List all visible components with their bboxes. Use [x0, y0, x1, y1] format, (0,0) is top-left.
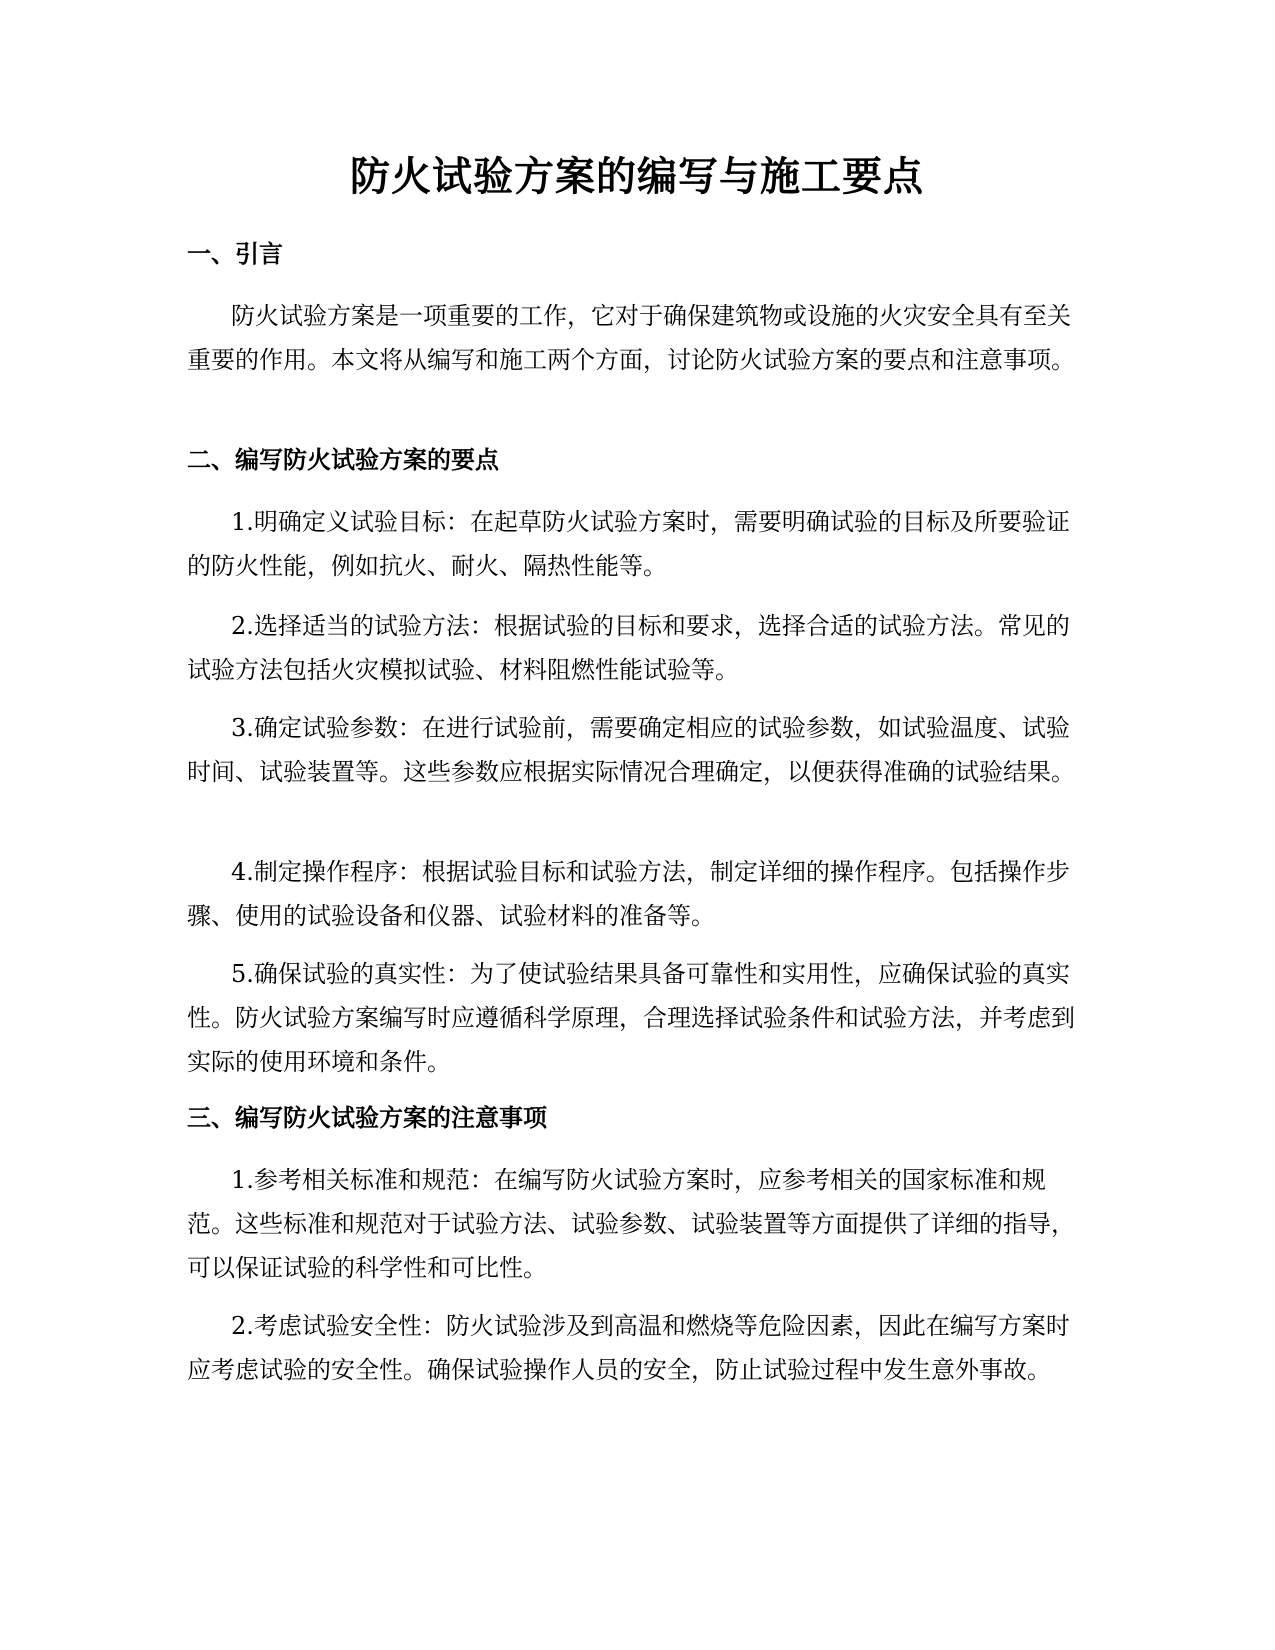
paragraph-point-5: 5.确保试验的真实性：为了使试验结果具备可靠性和实用性，应确保试验的真实性。防火试验方案编写时应遵循科学原理，合理选择试验条件和试验方法，并考虑到实际的使用环境和条件。	[187, 960, 1075, 1076]
section-heading-writing-points: 二、编写防火试验方案的要点	[187, 446, 499, 474]
section-heading-introduction: 一、引言	[187, 240, 283, 268]
paragraph-note-2: 2.考虑试验安全性：防火试验涉及到高温和燃烧等危险因素，因此在编写方案时应考虑试验的安全性。确保试验操作人员的安全，防止试验过程中发生意外事故。	[187, 1312, 1070, 1384]
section-heading-writing-notes: 三、编写防火试验方案的注意事项	[187, 1104, 547, 1132]
paragraph-note-1: 1.参考相关标准和规范：在编写防火试验方案时，应参考相关的国家标准和规范。这些标准和规范对于试验方法、试验参数、试验装置等方面提供了详细的指导，可以保证试验的科学性和可比性。	[187, 1166, 1075, 1282]
paragraph-point-3: 3.确定试验参数：在进行试验前，需要确定相应的试验参数，如试验温度、试验时间、试验装置等。这些参数应根据实际情况合理确定，以便获得准确的试验结果。	[187, 714, 1075, 786]
paragraph-introduction: 防火试验方案是一项重要的工作，它对于确保建筑物或设施的火灾安全具有至关重要的作用。本文将从编写和施工两个方面，讨论防火试验方案的要点和注意事项。	[187, 302, 1075, 374]
document-title: 防火试验方案的编写与施工要点	[350, 154, 924, 200]
paragraph-point-1: 1.明确定义试验目标：在起草防火试验方案时，需要明确试验的目标及所要验证的防火性能，例如抗火、耐火、隔热性能等。	[187, 508, 1070, 580]
paragraph-point-4: 4.制定操作程序：根据试验目标和试验方法，制定详细的操作程序。包括操作步骤、使用的试验设备和仪器、试验材料的准备等。	[187, 858, 1070, 930]
paragraph-point-2: 2.选择适当的试验方法：根据试验的目标和要求，选择合适的试验方法。常见的试验方法包括火灾模拟试验、材料阻燃性能试验等。	[187, 612, 1070, 684]
document-page	[187, 0, 1087, 1650]
